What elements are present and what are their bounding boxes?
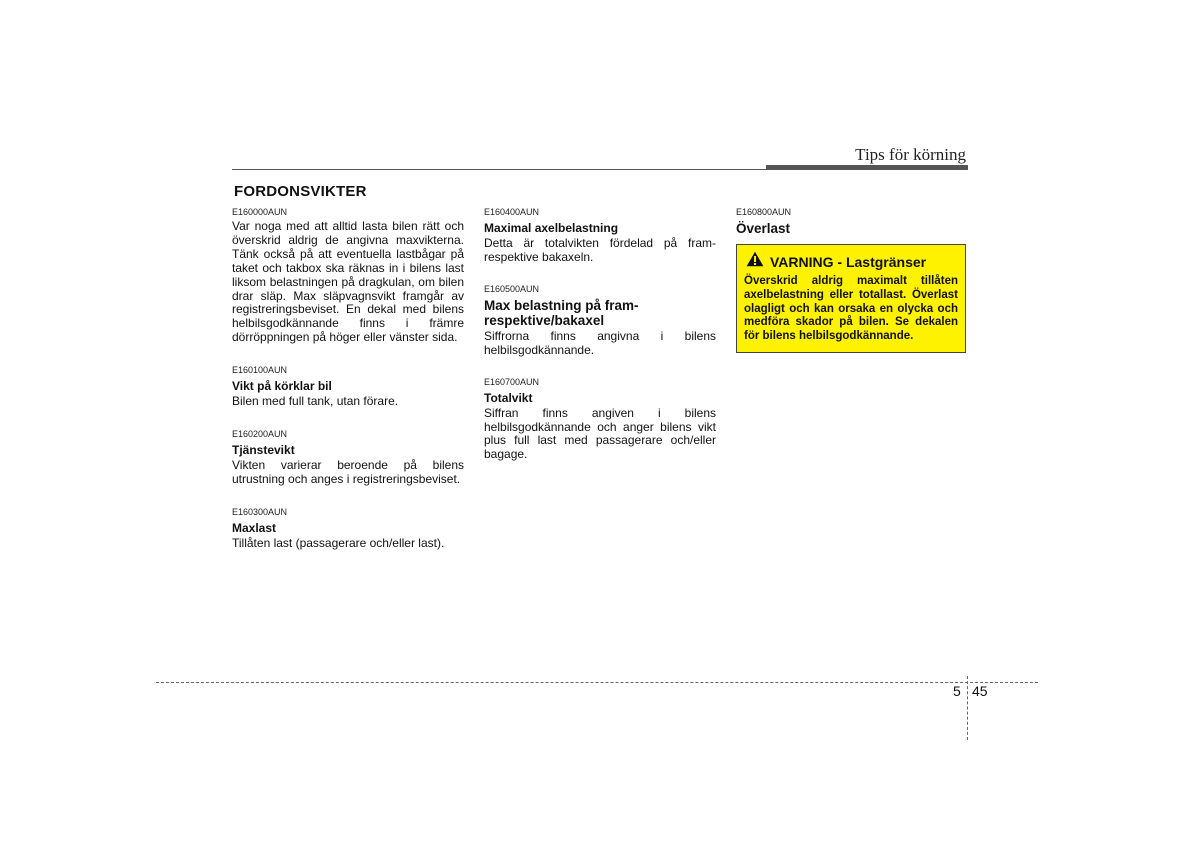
paragraph-text: Vikten varierar beroende på bilens utrustning och anges i registreringsbeviset. <box>232 458 464 486</box>
reference-code: E160800AUN <box>736 207 792 217</box>
subheading: Totalvikt <box>484 390 533 405</box>
subheading: Max belastning på fram- respektive/bakaxel <box>484 297 639 328</box>
footer-divider <box>967 676 968 740</box>
paragraph-text: Tillåten last (passagerare och/eller last). <box>232 535 445 550</box>
column-3 <box>736 207 968 353</box>
paragraph-block <box>232 365 464 409</box>
reference-code: E160500AUN <box>484 283 540 294</box>
paragraph-text: Var noga med att alltid lasta bilen rätt och överskrid aldrig de angivna maxvikterna. Tänk också på att eventuella lastbågar på taket och takbox ska räknas in i bilens last liksom belastningen på dragkulan, om bilen drar släp. Max släpvagnsvikt framgår av registreringsbeviset. En dekal med bilens helbilsgodkännande finns i främre dörröppningen på höger eller vänster sida. <box>232 219 464 345</box>
paragraph-block <box>232 429 464 487</box>
header-rule-accent <box>766 165 968 170</box>
subheading: Vikt på körklar bil <box>232 379 332 394</box>
paragraph-text: Siffrorna finns angivna i bilens helbilsgodkännande. <box>484 328 716 357</box>
warning-header <box>746 251 958 272</box>
page-number: 45 <box>972 683 988 699</box>
paragraph-text: Detta är totalvikten fördelad på fram- respektive bakaxeln. <box>484 236 716 264</box>
paragraph-block <box>232 207 464 345</box>
chapter-number: 5 <box>953 683 961 699</box>
reference-code: E160200AUN <box>232 429 288 440</box>
running-header-title: Tips för körning <box>855 145 966 164</box>
paragraph-block <box>484 284 716 358</box>
section-title: FORDONSVIKTER <box>234 183 367 200</box>
reference-code: E160300AUN <box>232 506 288 517</box>
paragraph-block <box>484 377 716 463</box>
paragraph-text: Bilen med full tank, utan förare. <box>232 394 399 409</box>
warning-title: VARNING - Lastgränser <box>770 253 927 270</box>
subheading: Maximal axelbelastning <box>484 221 619 235</box>
reference-code: E160100AUN <box>232 365 288 376</box>
subheading: Tjänstevikt <box>232 443 295 458</box>
paragraph-block <box>232 507 464 551</box>
paragraph-text: Siffran finns angiven i bilens helbilsgodkännande och anger bilens vikt plus full last med passagerare och/eller bagage. <box>484 405 716 462</box>
warning-box <box>736 244 966 353</box>
column-2 <box>484 207 716 462</box>
warning-text: Överskrid aldrig maximalt tillåten axelbelastning eller totallast. Överlast olagligt och kan orsaka en olycka och medföra skador på bilen. Se dekalen för bilens helbilsgodkännande. <box>744 275 958 343</box>
reference-code: E160700AUN <box>484 376 540 387</box>
paragraph-block <box>484 207 716 265</box>
reference-code: E160000AUN <box>232 207 288 217</box>
warning-triangle-icon <box>746 251 764 272</box>
subheading: Maxlast <box>232 520 277 535</box>
subheading: Överlast <box>736 221 791 236</box>
footer-rule <box>156 682 1038 683</box>
column-1 <box>232 207 464 551</box>
reference-code: E160400AUN <box>484 207 540 217</box>
